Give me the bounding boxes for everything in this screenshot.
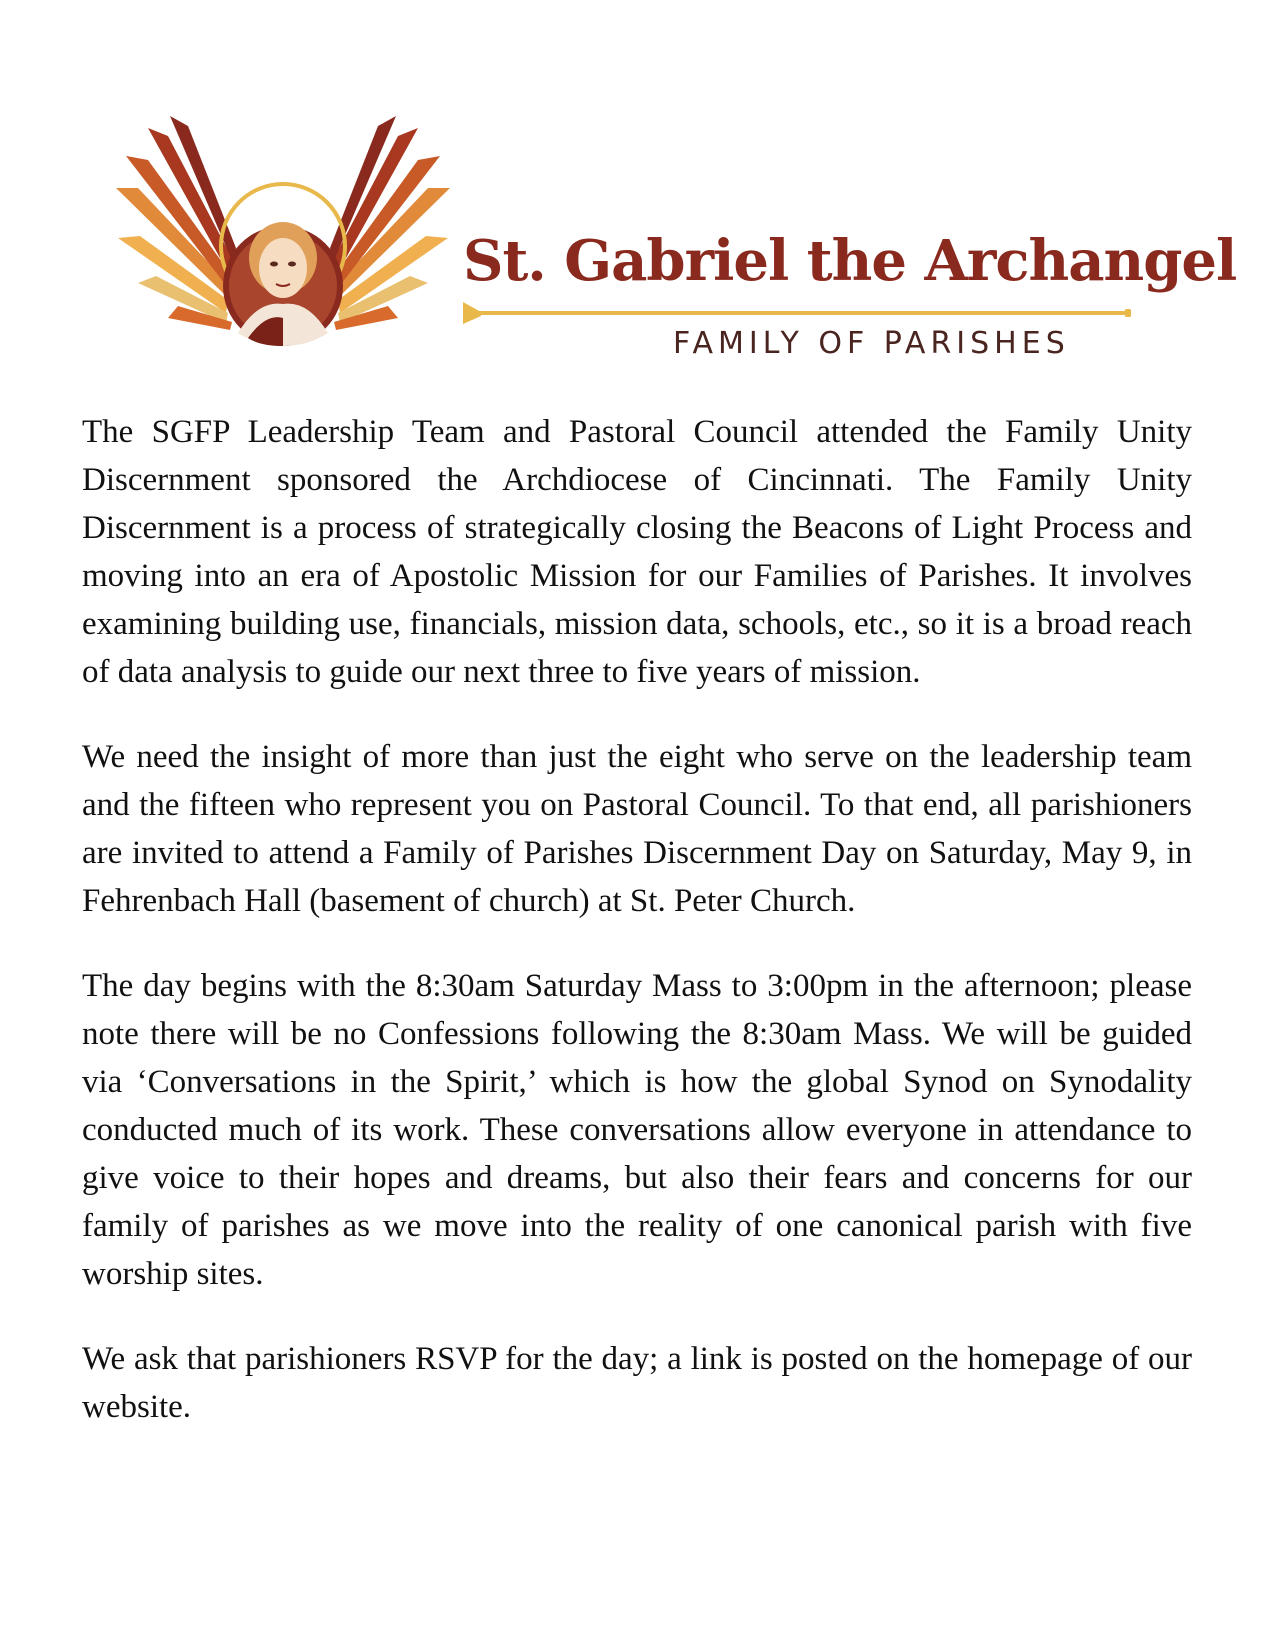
right-wing-icon	[330, 116, 450, 330]
organization-name: St. Gabriel the Archangel	[463, 228, 1237, 294]
article-body	[82, 408, 1192, 1468]
wordmark	[463, 226, 1237, 376]
paragraph-rsvp: We ask that parishioners RSVP for the day; a link is posted on the homepage of our website.	[82, 1341, 1192, 1425]
trumpet-icon	[463, 300, 1163, 326]
paragraph-schedule: The day begins with the 8:30am Saturday Mass to 3:00pm in the afternoon; please note there will be no Confessions following the 8:30am Mass. We will be guided via ‘Conversations in the Spirit,’ which is how the global Synod on Synodality conducted much of its work. These conversations allow everyone in attendance to give voice to their hopes and dreams, but also their fears and concerns for our family of parishes as we move into the reality of one canonical parish with five worship sites.	[82, 968, 1192, 1292]
winged-angel-emblem-icon	[108, 108, 458, 378]
left-wing-icon	[116, 116, 236, 330]
paragraph-intro: The SGFP Leadership Team and Pastoral Council attended the Family Unity Discernment sponsored the Archdiocese of Cincinnati. The Family Unity Discernment is a process of strategically closing the Beacons of Light Process and moving into an era of Apostolic Mission for our Families of Parishes. It involves examining building use, financials, mission data, schools, etc., so it is a broad reach of data analysis to guide our next three to five years of mission.	[82, 414, 1192, 690]
organization-subtitle: FAMILY OF PARISHES	[673, 326, 1070, 361]
logo-header	[108, 108, 1237, 378]
paragraph-invitation: We need the insight of more than just the eight who serve on the leadership team and the fifteen who represent you on Pastoral Council. To that end, all parishioners are invited to attend a Family of Parishes Discernment Day on Saturday, May 9, in Fehrenbach Hall (basement of church) at St. Peter Church.	[82, 739, 1192, 919]
